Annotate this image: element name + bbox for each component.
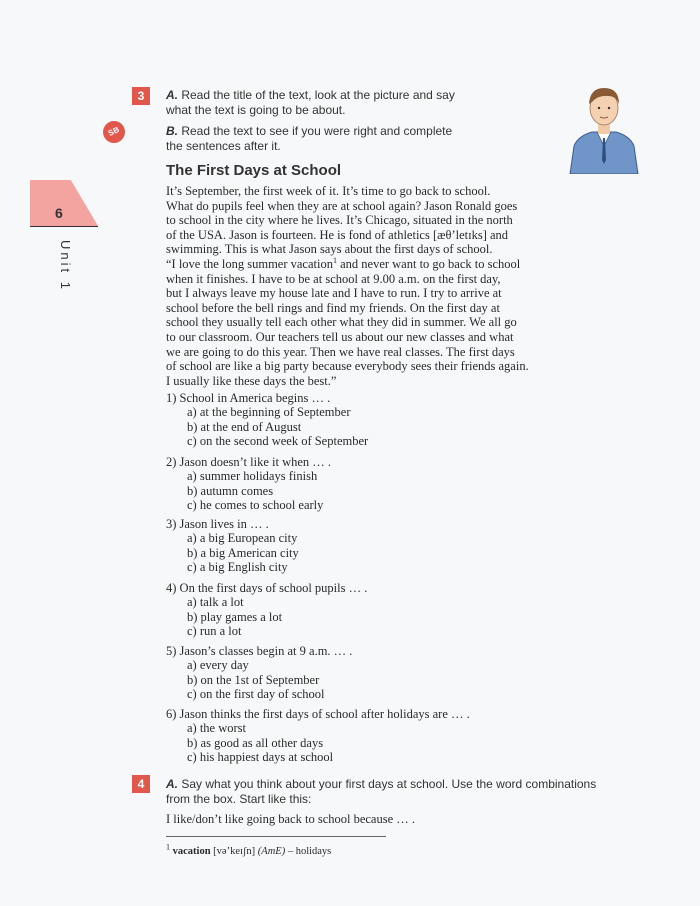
question-stem: 3) Jason lives in … . bbox=[166, 517, 269, 531]
question-option: b) autumn comes bbox=[187, 483, 274, 498]
text-line: of school are like a big party because everybody sees their friends again. bbox=[166, 359, 529, 374]
task-a-line-2: what the text is going to be about. bbox=[166, 103, 346, 117]
question-stem: 6) Jason thinks the first days of school after holidays are … . bbox=[166, 707, 470, 721]
unit-label: Unit 1 bbox=[58, 240, 73, 292]
tab-divider bbox=[30, 226, 98, 227]
question-option: b) a big American city bbox=[187, 545, 299, 560]
question-option: b) as good as all other days bbox=[187, 735, 324, 750]
text-line: school before the bell rings and find my friends. On the first day at bbox=[166, 300, 500, 315]
text-line: swimming. This is what Jason says about the first days of school. bbox=[166, 242, 493, 257]
task-a-line-2: from the box. Start like this: bbox=[166, 792, 312, 806]
question-option: c) a big English city bbox=[187, 559, 288, 574]
question-option: b) on the 1st of September bbox=[187, 672, 320, 687]
text-line: “I love the long summer vacation$^1$ and never want to go back to school bbox=[166, 255, 521, 271]
question-option: a) summer holidays finish bbox=[187, 469, 318, 484]
task-b-line-1: Read the text to see if you were right and complete bbox=[181, 124, 453, 138]
footnote-mark: 1 bbox=[332, 255, 337, 265]
task-a-label: A. bbox=[166, 88, 178, 102]
text-line: when it finishes. I have to be at school at 9.00 a.m. on the first day, bbox=[166, 271, 501, 286]
question-option: c) on the second week of September bbox=[187, 433, 369, 448]
text-line: What do pupils feel when they are at school again? Jason Ronald goes bbox=[166, 198, 518, 213]
question-option: c) run a lot bbox=[187, 623, 242, 638]
question-option: a) every day bbox=[187, 658, 249, 673]
text-title: The First Days at School bbox=[166, 162, 342, 179]
question-stem: 5) Jason’s classes begin at 9 a.m. … . bbox=[166, 644, 353, 658]
exercise-4-number: 4 bbox=[132, 775, 150, 793]
task-a-line-1: Read the title of the text, look at the picture and say bbox=[181, 88, 455, 102]
exercise-3-number: 3 bbox=[132, 87, 150, 105]
text-line: It’s September, the first week of it. It’s time to go back to school. bbox=[166, 184, 491, 198]
task-a-label: A. bbox=[166, 777, 178, 791]
question-option: a) talk a lot bbox=[187, 595, 244, 610]
question-3 bbox=[166, 517, 299, 574]
text-line: to school in the city where he lives. It’s Chicago, situated in the north bbox=[166, 213, 513, 228]
question-option: b) at the end of August bbox=[187, 419, 302, 434]
question-option: a) a big European city bbox=[187, 531, 298, 546]
question-option: c) he comes to school early bbox=[187, 497, 324, 512]
question-1 bbox=[166, 391, 368, 448]
question-option: c) his happiest days at school bbox=[187, 749, 334, 764]
question-option: a) at the beginning of September bbox=[187, 405, 351, 420]
task-b-line-2: the sentences after it. bbox=[166, 139, 281, 153]
question-stem: 1) School in America begins … . bbox=[166, 391, 331, 405]
text-line: school they usually tell each other what they did in summer. We all go bbox=[166, 315, 517, 330]
sample-sentence: I like/don’t like going back to school because … . bbox=[166, 812, 416, 826]
question-2 bbox=[166, 455, 331, 512]
reading-text bbox=[166, 184, 649, 388]
student-book-badge-icon: SB bbox=[99, 117, 128, 146]
footnote-term: vacation bbox=[172, 846, 211, 857]
footnote-divider bbox=[166, 836, 386, 837]
question-6 bbox=[166, 707, 470, 764]
footnote-number: 1 bbox=[166, 842, 170, 852]
text-line: to our classroom. Our teachers tell us about our new classes and what bbox=[166, 329, 514, 344]
question-stem: 4) On the first days of school pupils … . bbox=[166, 581, 368, 595]
text-line: I usually like these days the best.” bbox=[166, 373, 337, 388]
text-line: we are going to do this year. Then we have real classes. The first days bbox=[166, 344, 515, 359]
exercise-4-task-a bbox=[166, 777, 656, 807]
task-a-line-1: Say what you think about your first days at school. Use the word combinations bbox=[181, 777, 597, 791]
footnote bbox=[166, 842, 332, 857]
page-tab bbox=[30, 180, 98, 226]
footnote-note: (AmE) bbox=[257, 846, 286, 857]
text-line: of the USA. Jason is fourteen. He is fond of athletics [æθ’letɪks] and bbox=[166, 227, 509, 242]
footnote-transcription: [və’keɪʃn] bbox=[213, 846, 256, 857]
page-number: 6 bbox=[55, 205, 63, 221]
question-option: b) play games a lot bbox=[187, 609, 283, 624]
question-option: c) on the first day of school bbox=[187, 686, 325, 701]
question-5 bbox=[166, 644, 352, 701]
question-stem: 2) Jason doesn’t like it when … . bbox=[166, 455, 332, 469]
boy-illustration bbox=[566, 82, 642, 174]
exercise-3-task-b bbox=[166, 124, 546, 154]
question-option: a) the worst bbox=[187, 721, 247, 736]
question-4 bbox=[166, 581, 367, 638]
task-b-label: B. bbox=[166, 124, 178, 138]
text-line: but I always leave my house late and I have to run. I try to arrive at bbox=[166, 286, 502, 301]
exercise-3-task-a bbox=[166, 88, 546, 118]
footnote-meaning: – holidays bbox=[287, 846, 332, 857]
